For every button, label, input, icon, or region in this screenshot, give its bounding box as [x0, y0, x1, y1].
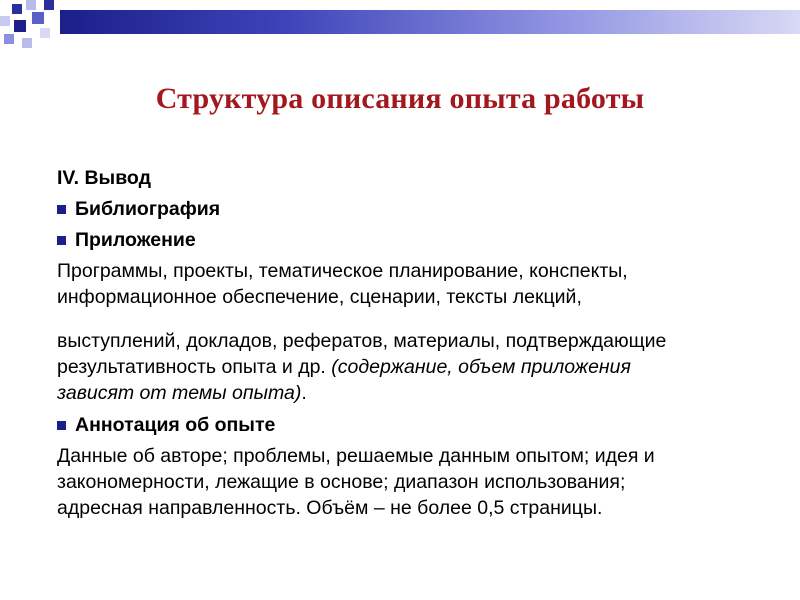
- bullet-item-bibliography: [57, 196, 777, 222]
- deco-square: [32, 12, 44, 24]
- square-bullet-icon: [57, 205, 66, 214]
- text-line: закономерности, лежащие в основе; диапазон использования;: [57, 471, 626, 493]
- header-gradient-band: [60, 10, 800, 34]
- bullet-label: Аннотация об опыте: [75, 414, 276, 436]
- bullet-label: Приложение: [75, 229, 196, 251]
- deco-square: [40, 28, 50, 38]
- italic-note: (содержание, объем приложения: [331, 356, 631, 378]
- text-line: выступлений, докладов, рефератов, материалы, подтверждающие: [57, 330, 667, 352]
- deco-square: [0, 16, 10, 26]
- text-line: Данные об авторе; проблемы, решаемые данным опытом; идея и: [57, 445, 655, 467]
- slide-title: Структура описания опыта работы: [155, 82, 645, 115]
- annotation-description: [57, 443, 777, 521]
- deco-square: [22, 38, 32, 48]
- text-run: результативность опыта и др.: [57, 356, 332, 378]
- header-decoration: [0, 0, 800, 50]
- italic-note: зависят от темы опыта): [57, 382, 302, 404]
- section-heading: IV. Вывод: [57, 167, 151, 189]
- text-line: [57, 354, 777, 380]
- text-line: информационное обеспечение, сценарии, тексты лекций,: [57, 286, 582, 308]
- appendix-description: [57, 258, 777, 406]
- slide-content: [57, 165, 777, 521]
- deco-square: [14, 20, 26, 32]
- square-bullet-icon: [57, 236, 66, 245]
- deco-square: [4, 34, 14, 44]
- text-run: .: [301, 382, 307, 404]
- text-line: адресная направленность. Объём – не более 0,5 страницы.: [57, 497, 603, 519]
- square-bullet-icon: [57, 421, 66, 430]
- deco-square: [26, 0, 36, 10]
- text-line: [57, 380, 777, 406]
- deco-square: [12, 4, 22, 14]
- bullet-item-annotation: [57, 412, 777, 438]
- line-gap: [57, 310, 777, 328]
- bullet-label: Библиография: [75, 198, 221, 220]
- deco-square: [44, 0, 54, 10]
- bullet-item-appendix: [57, 227, 777, 253]
- text-line: Программы, проекты, тематическое планирование, конспекты,: [57, 260, 628, 282]
